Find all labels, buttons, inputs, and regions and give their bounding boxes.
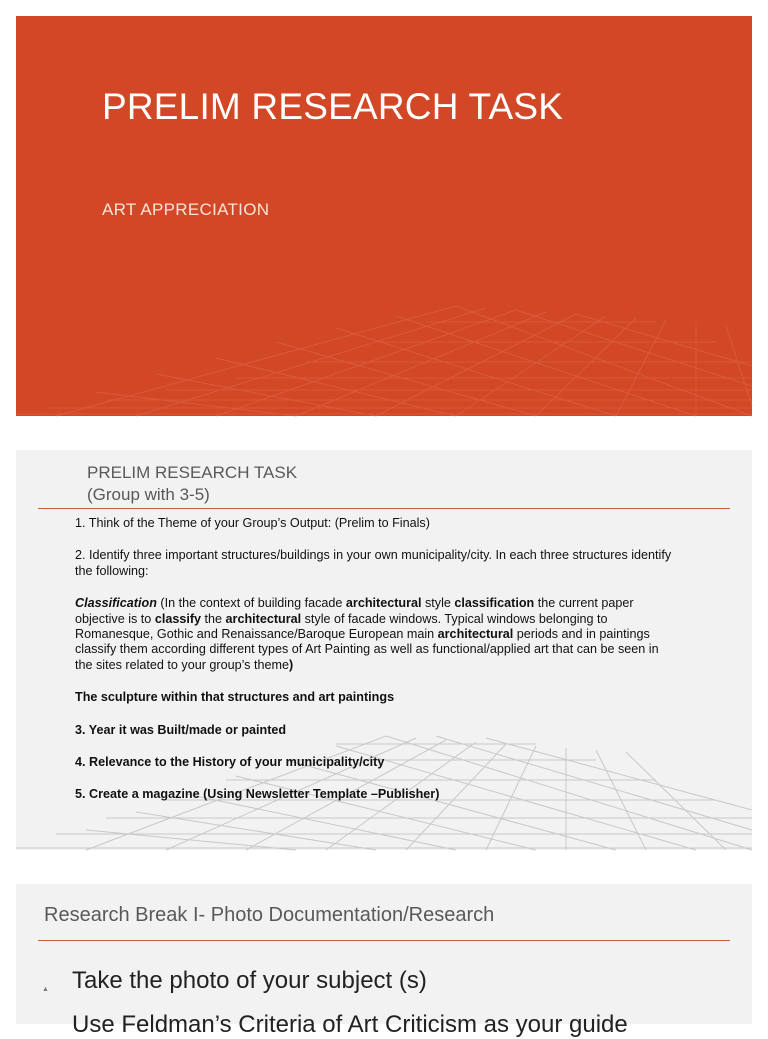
classification-label: Classification	[75, 596, 157, 611]
title-divider	[38, 940, 730, 941]
task-item-5	[75, 787, 675, 802]
bullet-item-2: Use Feldman’s Criteria of Art Criticism as your guide	[72, 1011, 628, 1038]
text-run: the current paper objective is to	[75, 596, 634, 626]
text-run: periods and in paintings classify them according different types of Art Painting as well as functional/applied art that can be seen in the sites related to your group’s theme	[75, 627, 659, 672]
keyword: classification	[454, 596, 535, 611]
keyword: architectural	[225, 611, 302, 626]
bullet-item-1: Take the photo of your subject (s)	[72, 967, 427, 994]
keyword: classify	[154, 611, 202, 626]
task-item-1: 1. Think of the Theme of your Group’s Output: (Prelim to Finals)	[75, 516, 430, 530]
slide-title	[87, 462, 297, 506]
task-item-4	[75, 755, 675, 770]
sculpture-item	[75, 690, 675, 705]
task-item-2: 2. Identify three important structures/buildings in your own municipality/city. In each three structures identify the following:	[75, 548, 672, 578]
content-slide-research-break	[16, 884, 752, 1038]
slide-title-line1: PRELIM RESEARCH TASK	[87, 463, 298, 482]
title-divider	[38, 508, 730, 509]
title-slide	[16, 16, 752, 416]
task-item-3	[75, 723, 675, 738]
task-item-3-text: 3. Year it was Built/made or painted	[75, 722, 287, 737]
text-run: style of facade windows. Typical windows belonging to Romanesque, Gothic and Renaissance/Baroque European main	[75, 611, 608, 642]
keyword: architectural	[345, 596, 422, 611]
slide-subtitle: ART APPRECIATION	[102, 200, 270, 219]
text-run: style	[421, 596, 455, 611]
slide-title-line2: (Group with 3-5)	[87, 485, 210, 504]
text-run: the	[201, 611, 226, 626]
task-item-5-text: 5. Create a magazine (Using Newsletter Template –Publisher)	[75, 787, 440, 802]
text-run: (In the context of building facade	[156, 596, 346, 611]
classification-paragraph	[75, 596, 675, 673]
content-slide-research-task	[16, 450, 752, 850]
keyword: architectural	[437, 627, 514, 642]
text-run: )	[288, 657, 294, 672]
task-list	[75, 516, 675, 820]
sculpture-text: The sculpture within that structures and art paintings	[75, 690, 395, 705]
slide-title: Research Break I- Photo Documentation/Research	[44, 904, 495, 926]
triangle-bullet-icon: ▲	[42, 986, 49, 993]
slide-title: PRELIM RESEARCH TASK	[102, 86, 564, 127]
task-item-4-text: 4. Relevance to the History of your municipality/city	[75, 755, 385, 770]
